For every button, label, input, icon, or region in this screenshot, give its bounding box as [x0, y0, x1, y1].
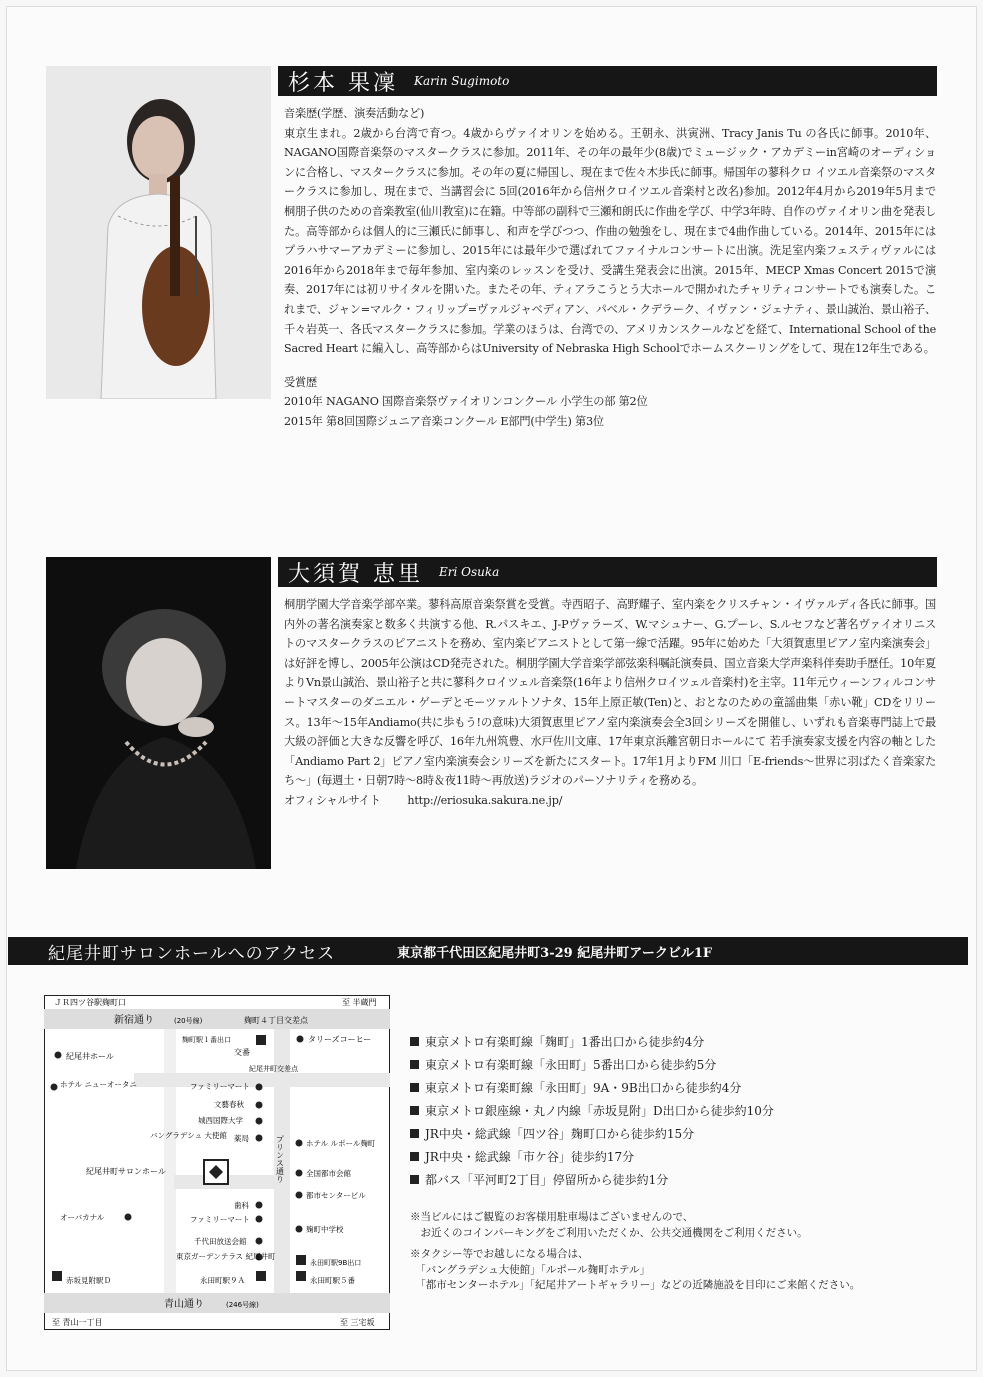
map-label-aoyama: 青山通り — [164, 1299, 204, 1310]
award-item-2: 2015年 第8回国際ジュニア音楽コンクール E部門(中学生) 第3位 — [284, 414, 604, 428]
map-label-jr: ＪＲ四ツ谷駅麹町口 — [54, 998, 126, 1007]
person2-bio-block — [284, 595, 936, 811]
map-label-kojimachi-exit1: 麹町駅１番出口 — [182, 1036, 231, 1044]
map-label-bunkyodo: 文藝春秋 — [214, 1100, 244, 1109]
official-site-label: オフィシャルサイト — [284, 793, 381, 807]
note-line: 「都市センターホテル」「紀尾井アートギャラリー」などの近隣施設を目印にご来館ください。 — [410, 1279, 861, 1291]
map-label-akasaka-d: 赤坂見附駅Ｄ — [66, 1276, 111, 1285]
map-label-chiyoda-hoso: 千代田放送会館 — [194, 1237, 247, 1246]
person1-history-heading: 音楽歴(学歴、演奏活動など) — [284, 107, 425, 120]
map-label-to-aoyama1: 至 青山一丁目 — [52, 1318, 103, 1327]
map-label-dental: 歯科 — [234, 1201, 249, 1210]
note-line: 「バングラデシュ大使館」「ルポール麹町ホテル」 — [410, 1263, 651, 1276]
map-label-toshi-center: 都市センタービル — [306, 1191, 366, 1200]
note-line: ※タクシー等でお越しになる場合は、 — [410, 1248, 589, 1260]
person1-bio-text: 東京生まれ。2歳から台湾で育つ。4歳からヴァイオリンを始める。王朝永、洪寅洲、Tracy Janis Tu の各氏に師事。2010年、NAGANO国際音楽祭のマスタークラスに参加。2011年、その年の最年少(8歳)でミュージック・アカデミーin宮崎のオーディションに合格し、マスタークラスに参加。その年の夏に帰国し、現在まで佐々木歩氏に師事。帰国年の蓼科クロ イツエル音楽祭のマスタークラスに参加し、現在まで、当講習会に 5回(2016年から信州クロイツエル音楽村と改名)参加。2012年4月から2019年5月まで桐朋子供のための音楽教室(仙川教室)に在籍。中等部の副科で三瀬和朗氏に作曲を学び、中学3年時、自作のヴァイオリン曲を発表した。高等部からは個人的に三瀬氏に師事し、和声を学びつつ、作曲の勉強をし、現在まで4曲作曲している。2014年、2015年にはプラハサマーアカデミーに参加し、2015年には最年少で選ばれてファイナルコンサートに出演。洗足室内楽フェスティヴァルには2016年から2018年まで毎年参加、室内楽のレッスンを受け、受講生発表会に出演。2015年、MECP Xmas Concert 2015で演奏、2017年には初リサイタルを開いた。またその年、ティアラこうとう大ホールで開かれたチャリティコンサートでも演奏した。これまで、ジャン=マルク・フィリップ=ヴァルジャベディアン、パベル・クデラーク、イヴァン・ジェナティ、景山誠治、景山裕子、千々岩英一、各氏マスタークラスに参加。学業のほうは、台湾での、アメリカンスクールなどを経て、International School of the Sacred Heart に編入し、高等部からはUniversity of Nebraska High Schoolでホームスクーリングをして、現在12年生である。 — [284, 126, 936, 356]
map-label-zenkoku: 全国都市会館 — [306, 1169, 351, 1178]
map-label-kojimachi-jhs: 麹町中学校 — [306, 1225, 344, 1234]
violinist-illustration — [46, 66, 271, 399]
access-notes — [410, 1210, 860, 1294]
note-line: お近くのコインパーキングをご利用いただくか、公共交通機関をご利用ください。 — [410, 1226, 808, 1239]
map-label-shinjuku: 新宿通り — [114, 1015, 154, 1026]
portrait-photo-karin — [46, 66, 271, 399]
map-label-route20: (20号線) — [174, 1017, 203, 1025]
route-item: JR中央・総武線「四ツ谷」麹町口から徒歩約15分 — [410, 1122, 774, 1145]
person2-name-ja: 大須賀 恵里 — [288, 561, 423, 587]
map-label-bangladesh: バングラデシュ 大使館 — [150, 1131, 227, 1140]
route-list — [410, 1030, 774, 1191]
access-title: 紀尾井町サロンホールへのアクセス — [48, 943, 336, 964]
note-line: ※当ビルにはご観覧のお客様用駐車場はございませんので、 — [410, 1211, 694, 1223]
map-label-lepor: ホテル ルポール麹町 — [306, 1139, 376, 1148]
square-bullet-icon — [410, 1106, 419, 1115]
square-bullet-icon — [410, 1037, 419, 1046]
map-label-tullys: タリーズコーヒー — [308, 1035, 372, 1044]
route-item: 東京メトロ有楽町線「永田町」5番出口から徒歩約5分 — [410, 1053, 774, 1076]
official-site-link[interactable]: http://eriosuka.sakura.ne.jp/ — [407, 793, 563, 807]
map-label-familymart1: ファミリーマート — [190, 1082, 250, 1091]
map-label-salon-hall: 紀尾井町サロンホール — [86, 1167, 166, 1176]
pianist-illustration — [46, 557, 271, 869]
square-bullet-icon — [410, 1129, 419, 1138]
map-label-route246: (246号線) — [226, 1301, 259, 1309]
person2-bio-text: 桐朋学園大学音楽学部卒業。蓼科高原音楽祭賞を受賞。寺西昭子、高野耀子、室内楽をクリスチャン・イヴァルディ各氏に師事。国内外の著名演奏家と数多く共演する他、R.パスキエ、J-Pヴァラーズ、W.マシュナー、G.プーレ、S.ルセフなど著名ヴァイオリニストのマスタークラスのピアニストを務め、室内楽ピアニストとして第一線で活躍。95年に始めた「大須賀恵里ピアノ室内楽演奏会」は好評を博し、2005年公演はCD発売された。桐朋学園大学音楽学部弦楽科嘱託演奏員、国立音楽大学声楽科伴奏助手歴任。10年夏よりVn景山誠治、景山裕子と共に蓼科クロイツェル音楽祭(16年より信州クロイツェル音楽村)を主宰。11年元ウィーンフィルコンサートマスターのダニエル・ゲーデとモーツァルトソナタ、15年上原正敏(Ten)と、おとなのための童謡曲集「赤い靴」CDをリリース。13年～15年Andiamo(共に歩もう!の意味)大須賀恵里ピアノ室内楽演奏会全3回シリーズを開催し、いずれも音楽専門誌上で最大級の評価と大きな反響を呼び、16年九州筑豊、水戸佐川文庫、17年東京浜離宮朝日ホールにて 若手演奏家支援を内容の軸とした「Andiamo Part 2」ピアノ室内楽演奏会シリーズを新たにスタート。17年1月よりFM 川口「E-friends～世界に羽ばたく音楽家たち～」(毎週土・日朝7時～8時＆夜11時～再放送)ラジオのパーソナリティを務める。 — [284, 598, 936, 788]
map-label-to-hanzomon: 至 半蔵門 — [342, 998, 377, 1007]
person2-name-en: Eri Osuka — [439, 565, 500, 579]
map-label-garden-terrace: 東京ガーデンテラス 紀尾井町 — [176, 1252, 276, 1261]
square-bullet-icon — [410, 1175, 419, 1184]
map-label-otani-garden: オーバカナル — [60, 1213, 105, 1222]
access-address: 東京都千代田区紀尾井町3-29 紀尾井町アークビル1F — [397, 945, 713, 961]
person1-bio-block — [284, 104, 936, 432]
square-bullet-icon — [410, 1152, 419, 1161]
name-bar-eri — [278, 557, 937, 587]
map-label-kioi-crossing: 紀尾井町交差点 — [249, 1065, 298, 1073]
access-header-bar — [8, 937, 968, 965]
person1-name-en: Karin Sugimoto — [414, 74, 510, 88]
name-bar-karin — [278, 66, 937, 96]
map-drawing — [44, 995, 390, 1330]
map-label-nagatacho-5: 永田町駅５番 — [310, 1276, 355, 1285]
map-label-to-miyakezaka: 至 三宅坂 — [340, 1318, 375, 1327]
award-item-1: 2010年 NAGANO 国際音楽祭ヴァイオリンコンクール 小学生の部 第2位 — [284, 395, 648, 409]
person1-awards-heading: 受賞歴 — [284, 375, 317, 389]
map-label-police: 交番 — [234, 1048, 250, 1057]
square-bullet-icon — [410, 1083, 419, 1092]
route-item: 東京メトロ有楽町線「永田町」9A・9B出口から徒歩約4分 — [410, 1076, 774, 1099]
route-item: 東京メトロ有楽町線「麹町」1番出口から徒歩約4分 — [410, 1030, 774, 1053]
access-map — [44, 995, 390, 1330]
map-label-new-otani: ホテル ニューオータニ — [60, 1080, 137, 1089]
map-label-kojimachi4: 麹町４丁目交差点 — [244, 1016, 308, 1025]
route-item: JR中央・総武線「市ケ谷」徒歩約17分 — [410, 1145, 774, 1168]
square-bullet-icon — [410, 1060, 419, 1069]
map-label-kioi-hall: 紀尾井ホール — [66, 1052, 114, 1061]
map-label-jochi: 城西国際大学 — [198, 1116, 243, 1125]
route-item: 都バス「平河町2丁目」停留所から徒歩約1分 — [410, 1168, 774, 1191]
map-label-pharmacy: 薬局 — [234, 1134, 249, 1143]
route-item: 東京メトロ銀座線・丸ノ内線「赤坂見附」D出口から徒歩約10分 — [410, 1099, 774, 1122]
map-label-nagatacho-9a: 永田町駅９Ａ — [200, 1276, 245, 1285]
map-label-prince: プリンス通り — [275, 1135, 285, 1183]
person1-name-ja: 杉本 果凜 — [288, 70, 398, 96]
map-label-familymart2: ファミリーマート — [190, 1215, 250, 1224]
map-label-nagatacho-9b: 永田町駅9B出口 — [310, 1259, 362, 1267]
portrait-photo-eri — [46, 557, 271, 869]
